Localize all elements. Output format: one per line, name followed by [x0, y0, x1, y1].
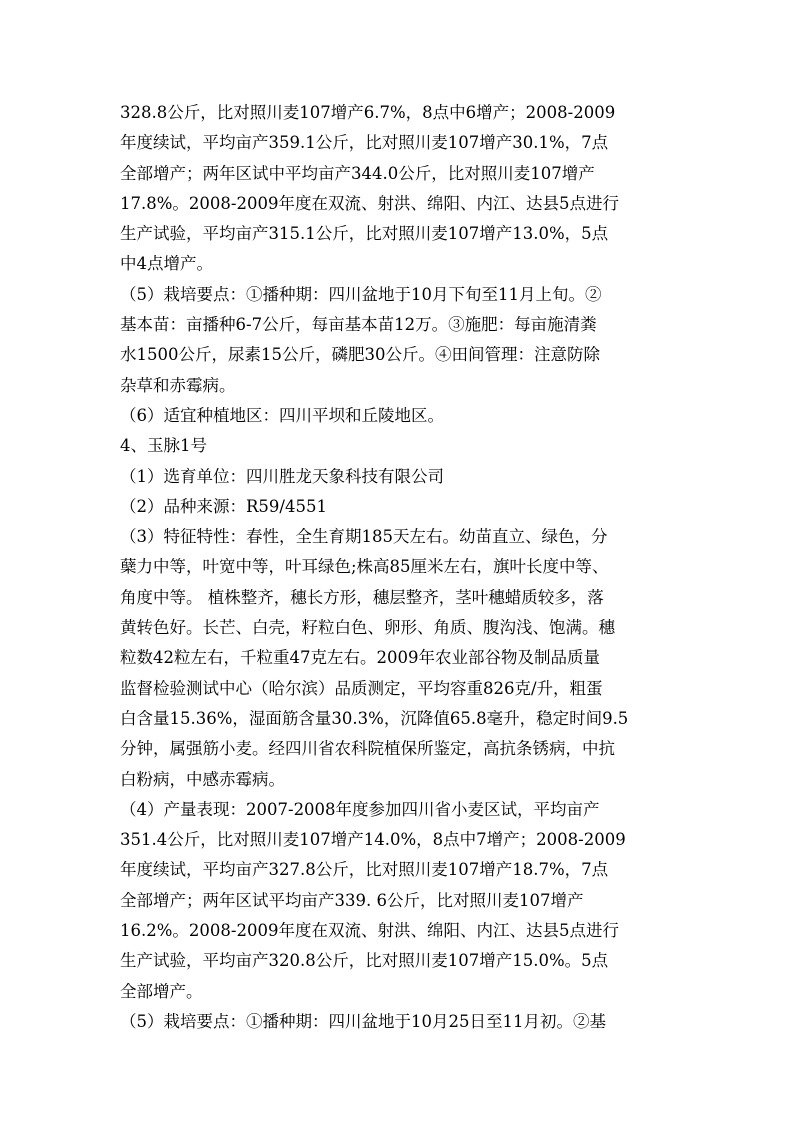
text-line: 16.2%。2008-2009年度在双流、射洪、绵阳、内江、达县5点进行 — [120, 921, 619, 941]
text-line: 年度续试，平均亩产327.8公斤，比对照川麦107增产18.7%，7点 — [120, 860, 609, 880]
text-line: （1）选育单位：四川胜龙天象科技有限公司 — [120, 466, 444, 486]
text-line: 水1500公斤，尿素15公斤，磷肥30公斤。④田间管理：注意防除 — [120, 345, 600, 365]
text-line: 全部增产；两年区试中平均亩产344.0公斤，比对照川麦107增产 — [120, 163, 595, 183]
text-line: 全部增产。 — [120, 981, 203, 1001]
body-text — [120, 98, 680, 1037]
text-line: 生产试验，平均亩产315.1公斤，比对照川麦107增产13.0%，5点 — [120, 224, 609, 244]
text-line: 监督检验测试中心（哈尔滨）品质测定，平均容重826克/升，粗蛋 — [120, 678, 603, 698]
text-line: （5）栽培要点：①播种期：四川盆地于10月下旬至11月上旬。② — [120, 284, 602, 304]
text-line: 年度续试，平均亩产359.1公斤，比对照川麦107增产30.1%，7点 — [120, 133, 609, 153]
text-line: 蘖力中等，叶宽中等，叶耳绿色;株高85厘米左右，旗叶长度中等、 — [120, 557, 609, 577]
text-line: 黄转色好。长芒、白壳，籽粒白色、卵形、角质、腹沟浅、饱满。穗 — [120, 618, 615, 638]
text-line: 白粉病，中感赤霉病。 — [120, 769, 285, 789]
text-line: （4）产量表现：2007-2008年度参加四川省小麦区试，平均亩产 — [120, 799, 600, 819]
text-line: 中4点增产。 — [120, 254, 213, 274]
text-line: （2）品种来源：R59/4551 — [120, 496, 327, 516]
text-line: （3）特征特性：春性，全生育期185天左右。幼苗直立、绿色，分 — [120, 527, 608, 547]
text-line: （5）栽培要点：①播种期：四川盆地于10月25日至11月初。②基 — [120, 1011, 606, 1031]
text-line: 角度中等。 植株整齐，穗长方形，穗层整齐，茎叶穗蜡质较多，落 — [120, 587, 604, 607]
text-line: 生产试验，平均亩产320.8公斤，比对照川麦107增产15.0%。5点 — [120, 951, 609, 971]
text-line: 分钟，属强筋小麦。经四川省农科院植保所鉴定，高抗条锈病，中抗 — [120, 739, 615, 759]
text-line: 17.8%。2008-2009年度在双流、射洪、绵阳、内江、达县5点进行 — [120, 193, 619, 213]
text-line: 351.4公斤，比对照川麦107增产14.0%，8点中7增产；2008-2009 — [120, 830, 626, 850]
text-line: 全部增产；两年区试平均亩产339. 6公斤，比对照川麦107增产 — [120, 890, 584, 910]
section-heading: 4、玉脉1号 — [120, 436, 207, 456]
text-line: 328.8公斤，比对照川麦107增产6.7%，8点中6增产；2008-2009 — [120, 103, 616, 122]
text-line: 基本苗：亩播种6-7公斤，每亩基本苗12万。③施肥：每亩施清粪 — [120, 315, 597, 335]
text-line: 白含量15.36%，湿面筋含量30.3%，沉降值65.8毫升，稳定时间9.5 — [120, 708, 629, 728]
text-line: 粒数42粒左右，千粒重47克左右。2009年农业部谷物及制品质量 — [120, 648, 600, 668]
text-line: 杂草和赤霉病。 — [120, 375, 236, 395]
text-line: （6）适宜种植地区：四川平坝和丘陵地区。 — [120, 405, 444, 425]
